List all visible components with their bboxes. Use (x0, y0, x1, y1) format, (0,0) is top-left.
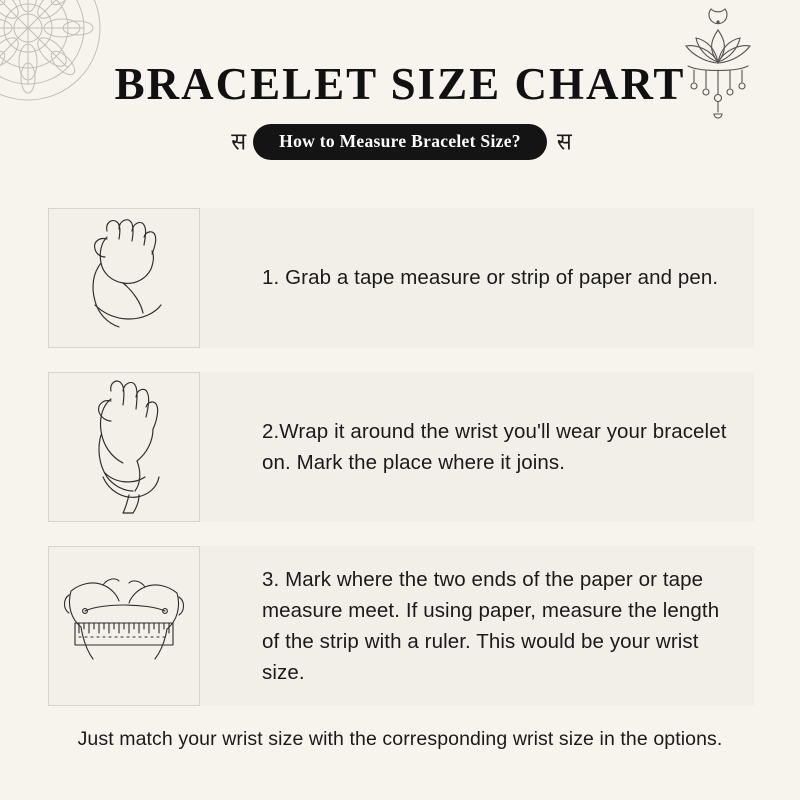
step-text-2: 2.Wrap it around the wrist you'll wear your bracelet on. Mark the place where it joins. (262, 419, 727, 474)
step-text-3: 3. Mark where the two ends of the paper or tape measure meet. If using paper, measure the length of the strip with a ruler. This would be your wrist size. (262, 567, 720, 685)
hand-wrapping-tape-around-wrist-illustration (48, 372, 200, 522)
steps-list (48, 208, 754, 730)
step-text-1: 1. Grab a tape measure or strip of paper and pen. (262, 266, 719, 290)
footer-note: Just match your wrist size with the corresponding wrist size in the options. (77, 728, 723, 750)
step-item-1 (48, 208, 754, 348)
flourish-right-icon: स (556, 127, 569, 156)
step-item-2 (48, 372, 754, 522)
subtitle-row (0, 124, 800, 160)
flourish-left-icon: स (231, 127, 244, 156)
subtitle-pill: How to Measure Bracelet Size? (253, 124, 547, 160)
page-title: BRACELET SIZE CHART (114, 59, 686, 109)
hands-measuring-paper-strip-with-ruler-illustration (48, 546, 200, 706)
hand-with-tape-measure-illustration (48, 208, 200, 348)
step-item-3 (48, 546, 754, 706)
